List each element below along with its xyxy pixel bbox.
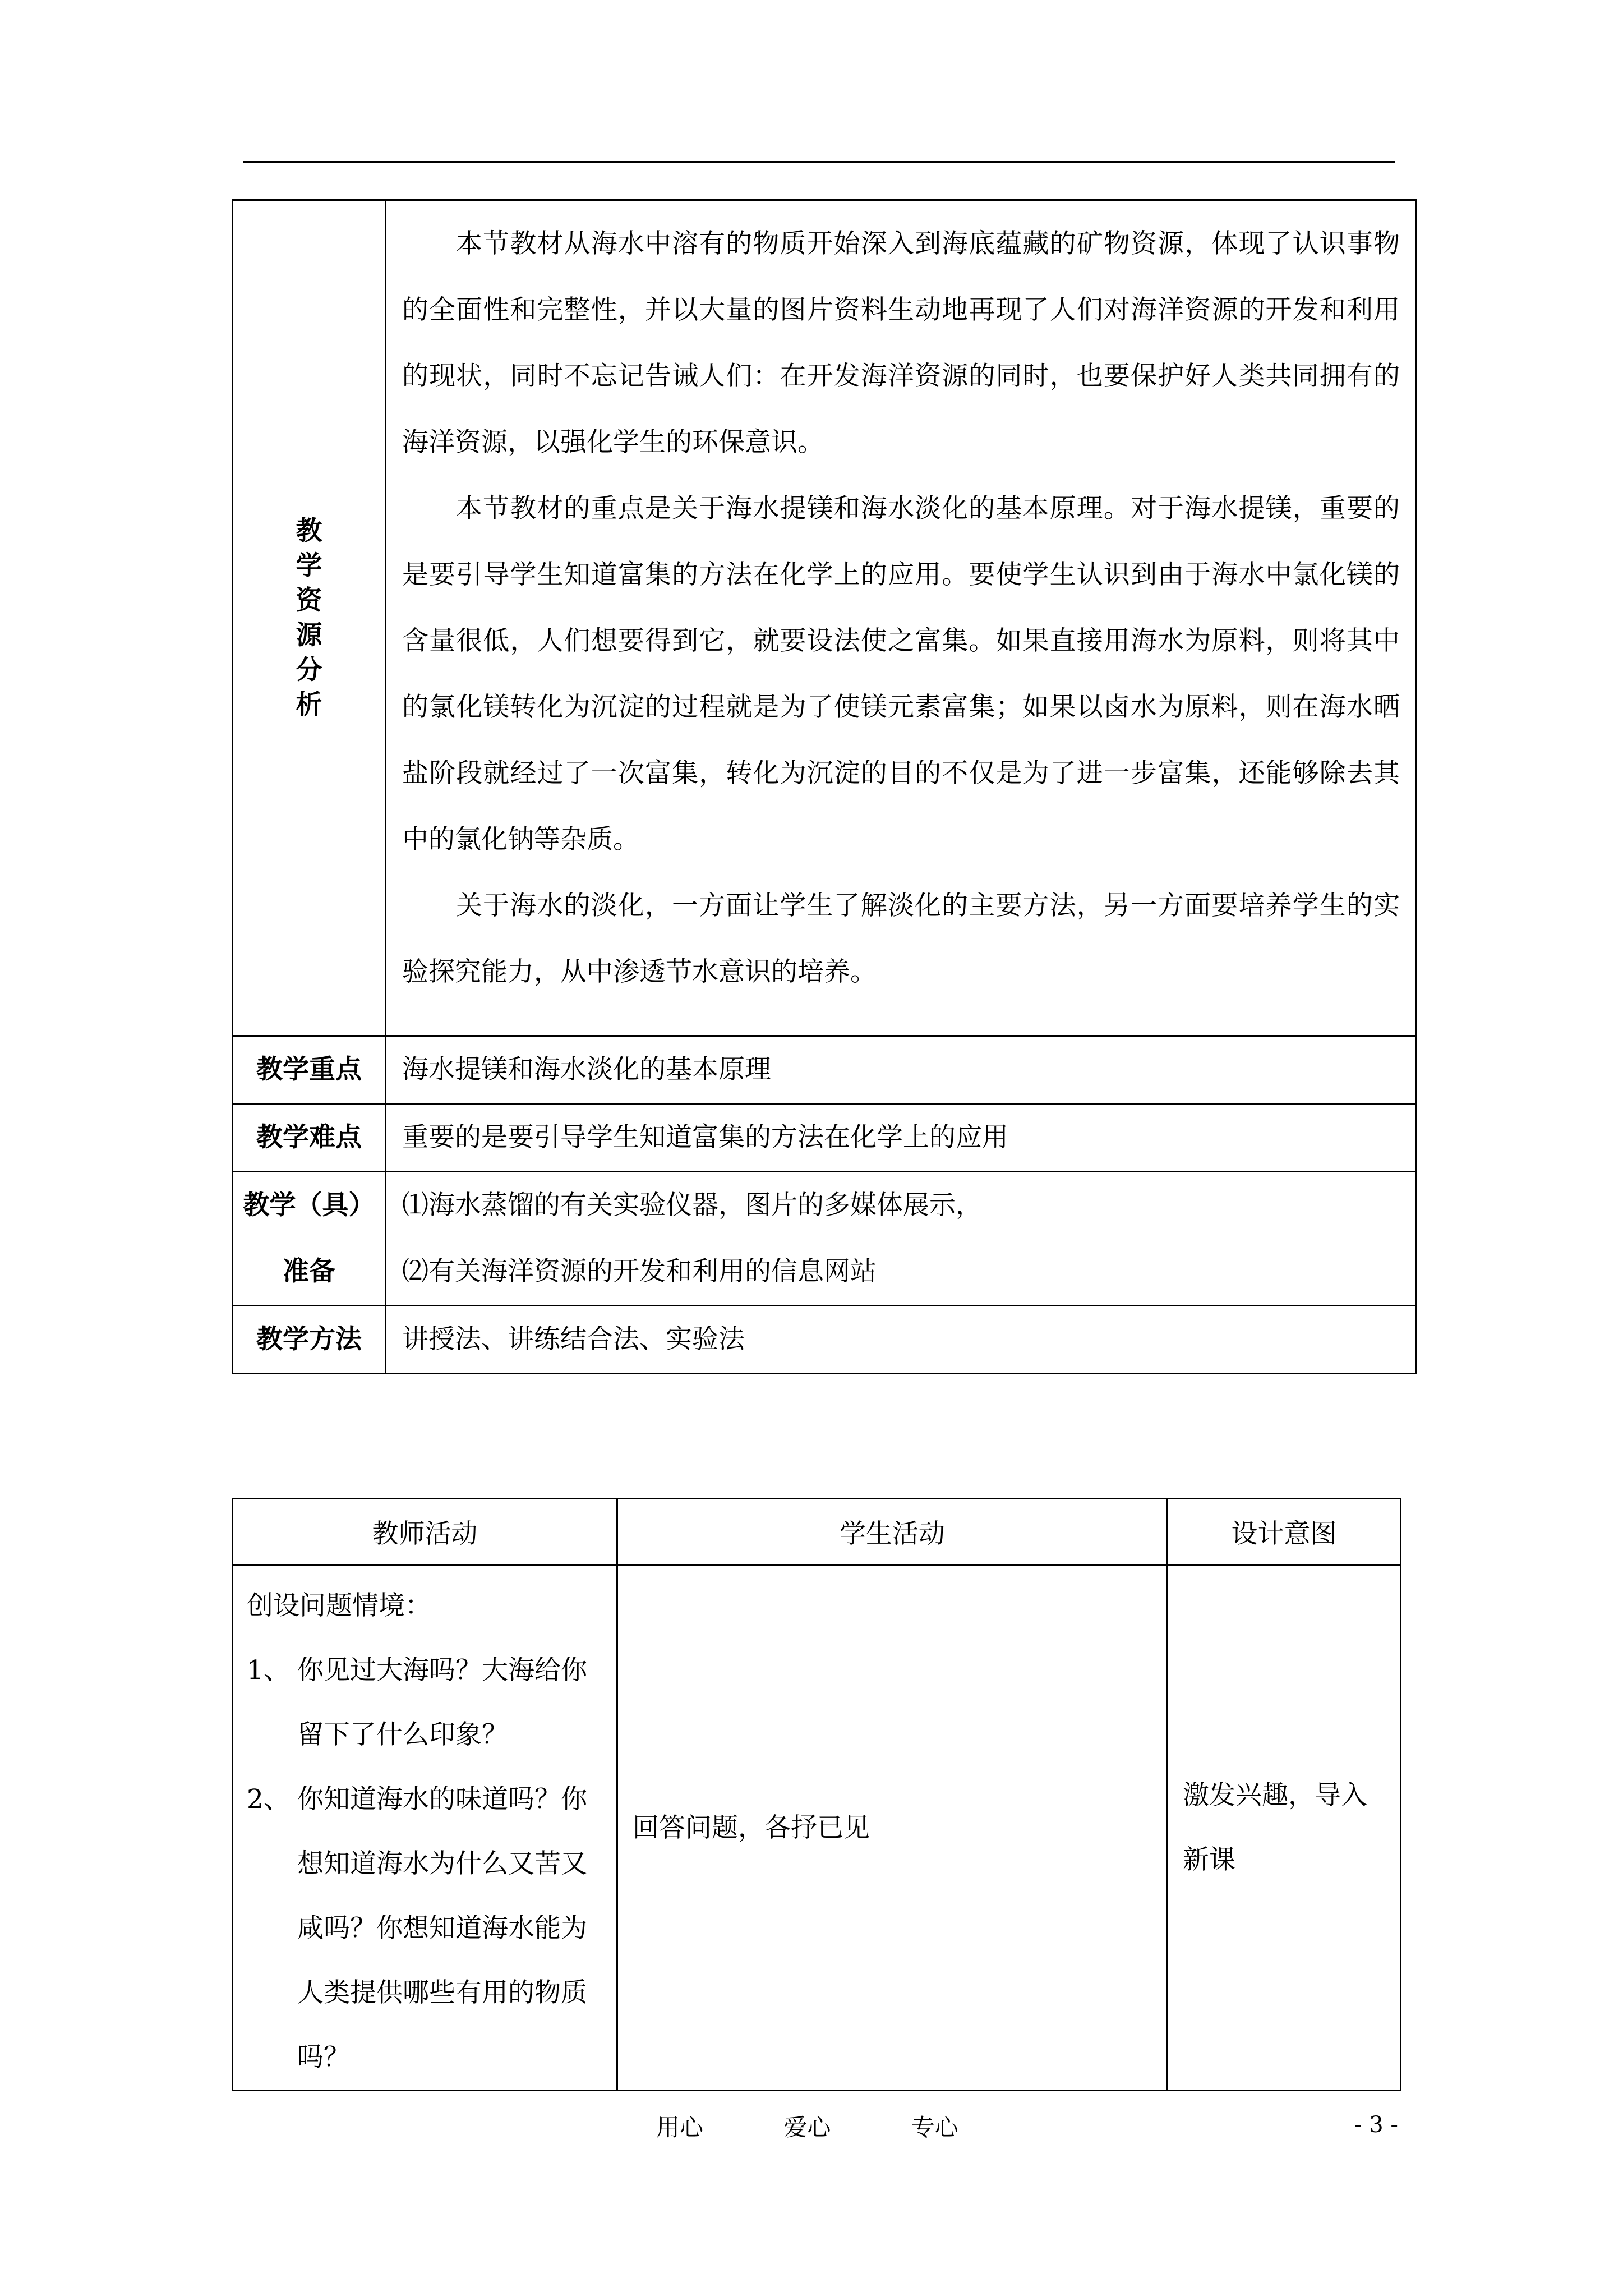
preparation-item-1: ⑴海水蒸馏的有关实验仪器，图片的多媒体展示， <box>402 1190 982 1221</box>
page-number: - 3 - <box>1354 2112 1398 2138</box>
footer-word-3: 专心 <box>911 2114 958 2141</box>
activity-header-row <box>233 1499 1401 1565</box>
teacher-activity-cell <box>233 1565 617 2091</box>
preparation-label-cell <box>233 1172 386 1306</box>
teacher-item-2 <box>247 1767 605 2090</box>
footer-word-2: 爱心 <box>783 2114 831 2141</box>
lesson-info-table <box>232 199 1417 1374</box>
preparation-label-line-2: 准备 <box>283 1256 335 1287</box>
header-rule <box>243 161 1395 163</box>
header-teacher-activity: 教师活动 <box>233 1499 617 1565</box>
teacher-item-1-text: 你见过大海吗？大海给你留下了什么印象？ <box>297 1655 587 1750</box>
analysis-content <box>386 200 1417 1036</box>
activity-row <box>233 1565 1401 2091</box>
method-row <box>233 1306 1417 1374</box>
preparation-content <box>386 1172 1417 1306</box>
analysis-paragraph-2: 本节教材的重点是关于海水提镁和海水淡化的基本原理。对于海水提镁，重要的是要引导学生知道富集的方法在化学上的应用。要使学生认识到由于海水中氯化镁的含量很低，人们想要得到它，就要设法使之富集。如果直接用海水为原料，则将其中的氯化镁转化为沉淀的过程就是为了使镁元素富集；如果以卤水为原料，则在海水晒盐阶段就经过了一次富集，转化为沉淀的目的不仅是为了进一步富集，还能够除去其中的氯化钠等杂质。 <box>402 493 1400 855</box>
teacher-item-1 <box>247 1638 605 1767</box>
key-point-label: 教学重点 <box>233 1036 386 1104</box>
method-text: 讲授法、讲练结合法、实验法 <box>386 1306 1417 1374</box>
header-design-intent: 设计意图 <box>1168 1499 1401 1565</box>
preparation-label-line-1: 教学（具） <box>243 1190 375 1221</box>
footer-motto <box>656 2109 1031 2143</box>
header-student-activity: 学生活动 <box>617 1499 1168 1565</box>
method-label: 教学方法 <box>233 1306 386 1374</box>
key-point-text: 海水提镁和海水淡化的基本原理 <box>386 1036 1417 1104</box>
difficulty-row <box>233 1104 1417 1172</box>
student-activity-cell: 回答问题，各抒已见 <box>617 1565 1168 2091</box>
activity-table <box>232 1498 1401 2091</box>
teacher-item-2-text: 你知道海水的味道吗？你想知道海水为什么又苦又咸吗？你想知道海水能为人类提供哪些有用的物质吗？ <box>297 1784 587 2073</box>
footer-word-1: 用心 <box>656 2114 704 2141</box>
difficulty-label: 教学难点 <box>233 1104 386 1172</box>
preparation-row <box>233 1172 1417 1306</box>
analysis-label: 教学资源分析 <box>296 515 322 720</box>
analysis-paragraph-3: 关于海水的淡化，一方面让学生了解淡化的主要方法，另一方面要培养学生的实验探究能力，从中渗透节水意识的培养。 <box>402 890 1400 987</box>
teacher-intro: 创设问题情境： <box>247 1590 431 1621</box>
analysis-row <box>233 200 1417 1036</box>
teacher-item-2-number: 2、 <box>247 1784 290 1815</box>
teacher-item-1-number: 1、 <box>247 1655 290 1686</box>
difficulty-text: 重要的是要引导学生知道富集的方法在化学上的应用 <box>386 1104 1417 1172</box>
key-point-row <box>233 1036 1417 1104</box>
preparation-item-2: ⑵有关海洋资源的开发和利用的信息网站 <box>402 1256 877 1287</box>
analysis-label-cell <box>233 200 386 1036</box>
design-intent-cell: 激发兴趣，导入新课 <box>1168 1565 1401 2091</box>
analysis-paragraph-1: 本节教材从海水中溶有的物质开始深入到海底蕴藏的矿物资源，体现了认识事物的全面性和完整性，并以大量的图片资料生动地再现了人们对海洋资源的开发和利用的现状，同时不忘记告诫人们：在开发海洋资源的同时，也要保护好人类共同拥有的海洋资源，以强化学生的环保意识。 <box>402 228 1400 458</box>
